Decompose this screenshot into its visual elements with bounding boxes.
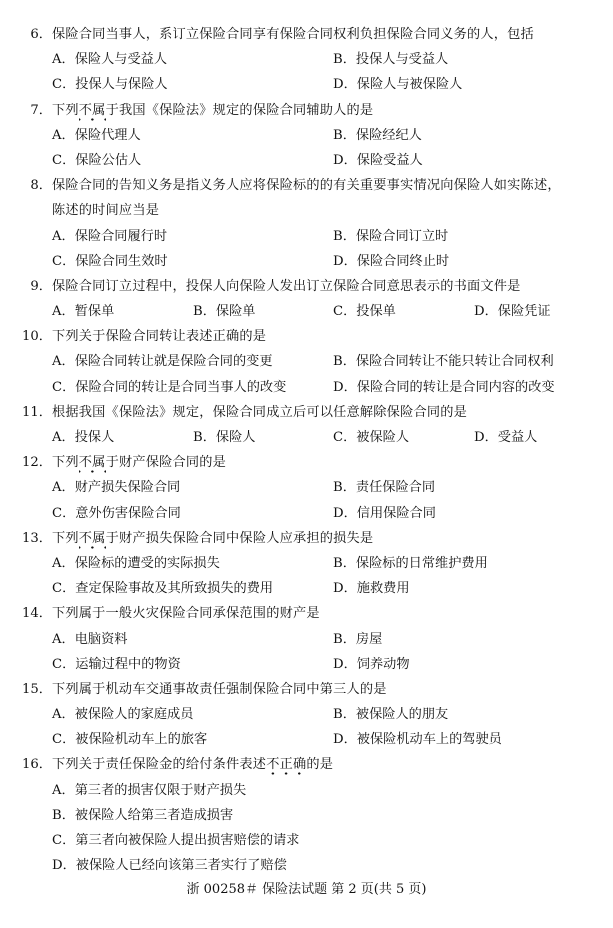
option-a: A．被保险人的家庭成员 (52, 707, 194, 723)
options-row (0, 224, 613, 249)
question-stem: 下列关于保险合同转让表述正确的是 (52, 329, 267, 345)
options-row (0, 551, 613, 576)
stem-text: 的是 (306, 757, 334, 773)
question-stem: 下列属于一般火灾保险合同承保范围的财产是 (52, 606, 320, 622)
question-stem: 陈述的时间应当是 (52, 203, 160, 219)
stem-emphasis: 不正确 (266, 757, 307, 773)
question-stem-line (0, 98, 613, 123)
question-stem: 下列属于机动车交通事故责任强制保险合同中第三人的是 (52, 681, 387, 697)
options-row (0, 47, 613, 72)
option-a: A．保险合同转让就是保险合同的变更 (52, 354, 273, 370)
question-stem: 保险合同当事人，系订立保险合同享有保险合同权利负担保险合同义务的人，包括 (52, 27, 534, 42)
stem-text: 下列 (52, 530, 79, 546)
question-number: 15． (22, 681, 52, 697)
question-11 (0, 400, 613, 450)
option-b: B．保险标的日常维护费用 (333, 555, 488, 571)
option-a: A．第三者的损害仅限于财产损失 (52, 782, 247, 798)
option-b: B．保险单 (193, 304, 256, 320)
question-stem-line (0, 173, 613, 198)
options-row (0, 72, 613, 97)
options-row (0, 576, 613, 601)
question-number: 6． (30, 27, 52, 42)
question-stem (52, 526, 373, 551)
question-stem-line (0, 400, 613, 425)
option-c: C．意外伤害保险合同 (52, 505, 181, 521)
question-number: 11． (22, 404, 52, 420)
question-stem: 根据我国《保险法》规定，保险合同成立后可以任意解除保险合同的是 (52, 404, 468, 420)
options-row (0, 702, 613, 727)
question-8 (0, 173, 613, 274)
option-d: D．保险合同的转让是合同内容的改变 (333, 379, 555, 395)
option-d: D．饲养动物 (333, 656, 410, 672)
options-row (0, 828, 613, 853)
option-c: C．运输过程中的物资 (52, 656, 181, 672)
option-d: D．施救费用 (333, 581, 410, 597)
question-number: 13． (22, 530, 52, 546)
question-stem-line (0, 601, 613, 626)
question-6 (0, 22, 613, 98)
question-number: 8． (30, 178, 52, 194)
option-d: D．信用保险合同 (333, 505, 436, 521)
option-d: D．被保险人已经向该第三者实行了赔偿 (52, 858, 287, 874)
question-10 (0, 324, 613, 400)
stem-emphasis: 不属 (78, 455, 106, 471)
option-c: C．投保单 (333, 304, 396, 320)
options-row (0, 475, 613, 500)
options-row (0, 853, 613, 878)
option-d: D．保险凭证 (474, 304, 551, 320)
question-stem-line (0, 274, 613, 299)
option-b: B．保险合同订立时 (333, 228, 449, 244)
option-b: B．投保人与受益人 (333, 52, 449, 68)
option-a: A．投保人 (52, 430, 115, 445)
question-stem (52, 98, 373, 123)
stem-text: 下列 (52, 102, 79, 118)
option-c: C．查定保险事故及其所致损失的费用 (52, 581, 274, 597)
option-c: C．被保险机动车上的旅客 (52, 732, 208, 748)
question-list (0, 22, 613, 878)
option-d: D．受益人 (474, 430, 538, 445)
question-number: 12． (22, 455, 52, 471)
question-stem-line (0, 198, 613, 223)
stem-text: 于财产保险合同的是 (105, 455, 227, 471)
stem-text: 下列 (52, 455, 79, 471)
option-c: C．保险公估人 (52, 152, 142, 168)
options-row (0, 803, 613, 828)
option-d: D．保险人与被保险人 (333, 77, 463, 93)
option-a: A．电脑资料 (52, 631, 128, 647)
options-row (0, 501, 613, 526)
question-number: 7． (30, 102, 52, 118)
question-number: 16． (22, 757, 52, 773)
question-number: 9． (30, 278, 52, 294)
option-b: B．保险人 (193, 430, 256, 445)
question-number: 14． (22, 606, 52, 622)
question-13 (0, 526, 613, 602)
question-stem (52, 752, 333, 777)
option-b: B．责任保险合同 (333, 480, 436, 496)
option-d: D．保险合同终止时 (333, 253, 450, 269)
stem-text: 于财产损失保险合同中保险人应承担的损失是 (105, 530, 374, 546)
question-stem-line (0, 677, 613, 702)
question-stem-line (0, 450, 613, 475)
option-b: B．被保险人给第三者造成损害 (52, 807, 234, 823)
options-row (0, 778, 613, 803)
options-row (0, 425, 613, 450)
page-footer: 浙 00258＃ 保险法试题 第 2 页(共 5 页) (186, 882, 427, 897)
options-row (0, 148, 613, 173)
question-stem (52, 450, 226, 475)
option-c: C．被保险人 (333, 430, 410, 445)
option-c: C．保险合同生效时 (52, 253, 168, 269)
options-row (0, 375, 613, 400)
option-b: B．保险经纪人 (333, 127, 422, 143)
option-a: A．保险人与受益人 (52, 52, 168, 68)
stem-text: 于我国《保险法》规定的保险合同辅助人的是 (105, 102, 374, 118)
option-b: B．被保险人的朋友 (333, 707, 449, 723)
stem-emphasis: 不属 (78, 530, 106, 546)
stem-text: 下列关于责任保险金的给付条件表述 (52, 757, 267, 773)
options-row (0, 627, 613, 652)
question-stem: 保险合同的告知义务是指义务人应将保险标的的有关重要事实情况向保险人如实陈述， (52, 178, 561, 194)
option-a: A．财产损失保险合同 (52, 480, 181, 496)
option-c: C．第三者向被保险人提出损害赔偿的请求 (52, 833, 300, 848)
option-b: B．保险合同转让不能只转让合同权利 (333, 354, 554, 370)
question-12 (0, 450, 613, 526)
question-7 (0, 98, 613, 174)
options-row (0, 299, 613, 324)
question-14 (0, 601, 613, 677)
options-row (0, 349, 613, 374)
options-row (0, 249, 613, 274)
option-c: C．保险合同的转让是合同当事人的改变 (52, 379, 287, 395)
option-a: A．保险标的遭受的实际损失 (52, 555, 220, 571)
option-a: A．暂保单 (52, 304, 115, 320)
option-d: D．被保险机动车上的驾驶员 (333, 732, 502, 748)
option-c: C．投保人与保险人 (52, 77, 168, 93)
question-stem-line (0, 526, 613, 551)
question-stem-line (0, 324, 613, 349)
question-15 (0, 677, 613, 753)
option-a: A．保险代理人 (52, 127, 141, 143)
question-number: 10． (22, 329, 52, 345)
question-stem: 保险合同订立过程中，投保人向保险人发出订立保险合同意思表示的书面文件是 (52, 278, 521, 294)
option-a: A．保险合同履行时 (52, 228, 168, 244)
options-row (0, 727, 613, 752)
options-row (0, 652, 613, 677)
option-b: B．房屋 (333, 631, 383, 647)
question-16 (0, 752, 613, 878)
question-9 (0, 274, 613, 324)
stem-emphasis: 不属 (78, 102, 106, 118)
question-stem-line (0, 22, 613, 47)
option-d: D．保险受益人 (333, 152, 423, 168)
question-stem-line (0, 752, 613, 777)
options-row (0, 123, 613, 148)
